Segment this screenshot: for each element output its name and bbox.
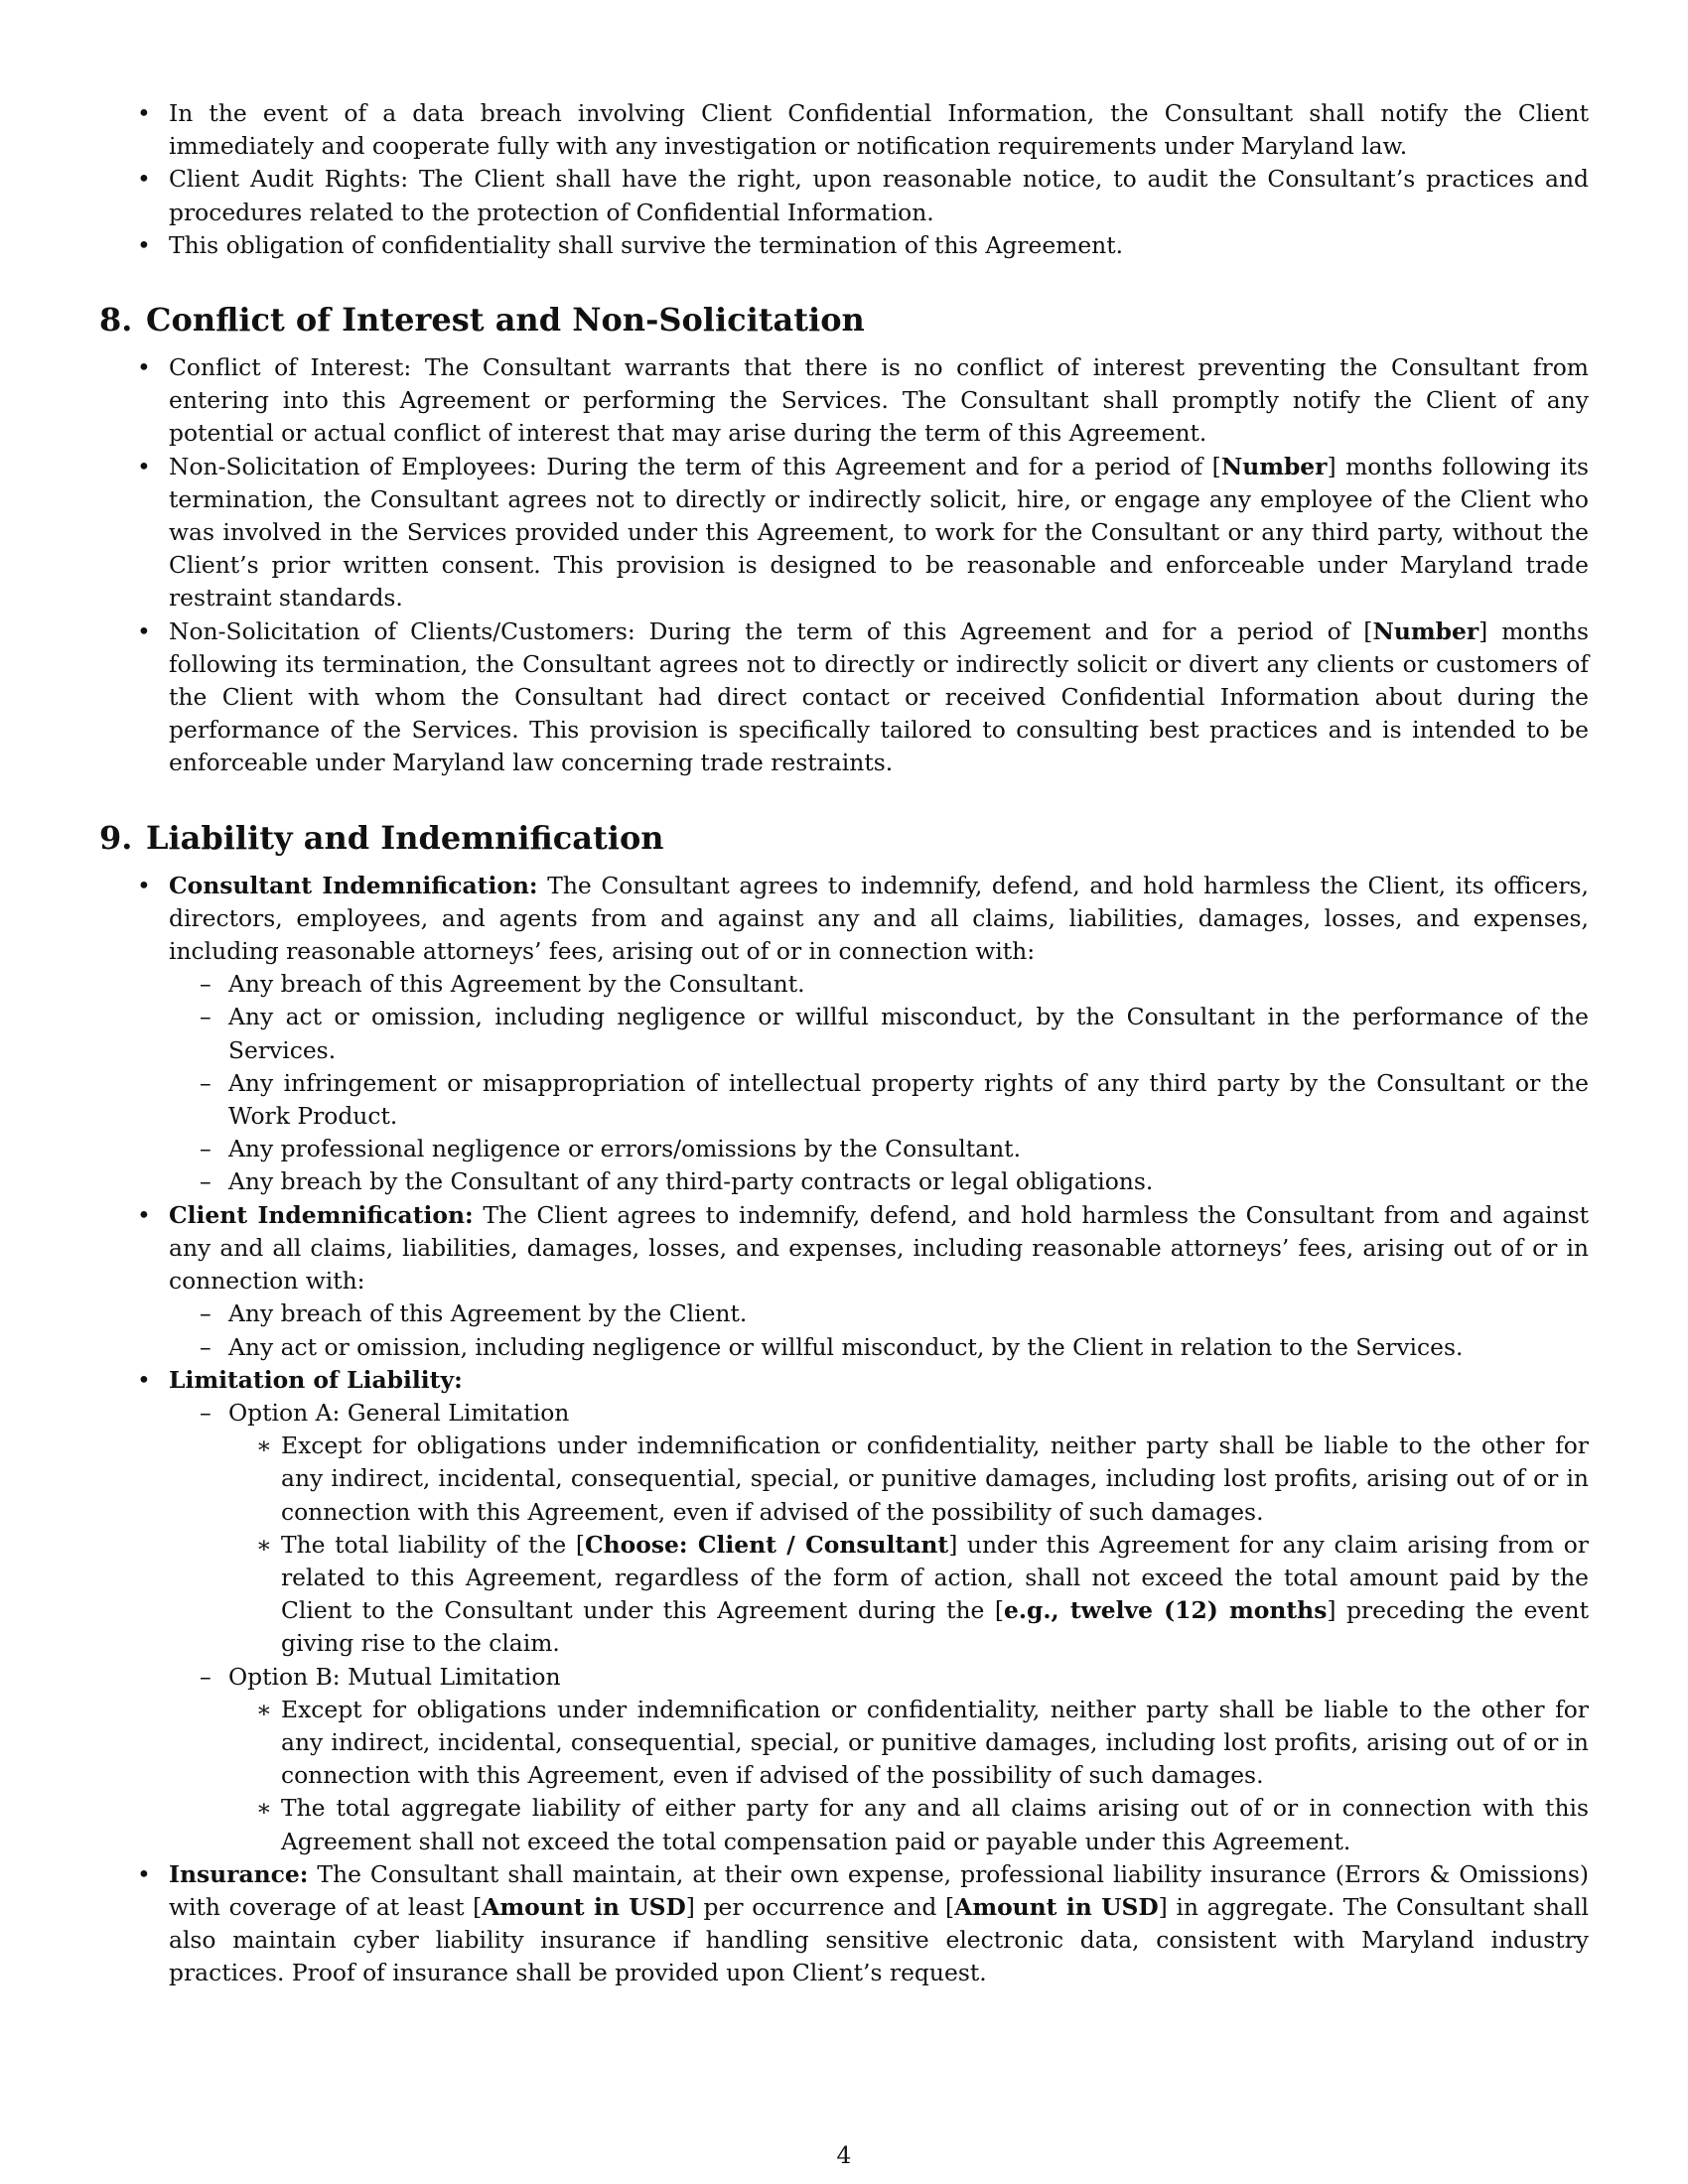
placeholder-field: Number <box>1372 616 1479 645</box>
sub-sub-list <box>228 1430 1589 1660</box>
text: Non-Solicitation of Employees: During the term of this Agreement and for a period of [ <box>169 452 1221 480</box>
text: The total liability of the [ <box>281 1530 586 1559</box>
sub-list-item: – Any infringement or misappropriation of intellectual property rights of any third party by the Consultant or the Work Product. <box>169 1067 1589 1133</box>
placeholder-field: Amount in USD <box>954 1892 1159 1921</box>
text: The Client agrees to indemnify, defend, and hold harmless the Consultant from and against any and all claims, liabilities, damages, losses, and expenses, including reasonable attorneys’ fees, arising out of or in connection with: <box>169 1200 1589 1296</box>
section-title: Conflict of Interest and Non-Solicitation <box>146 301 865 340</box>
list-item: • This obligation of confidentiality shall survive the termination of this Agreement. <box>99 229 1589 262</box>
text: ] per occurrence and [ <box>685 1892 955 1921</box>
sub-list-item: – Any professional negligence or errors/omissions by the Consultant. <box>169 1133 1589 1165</box>
sub-list-item <box>169 1397 1589 1661</box>
sub-list-item: – Any act or omission, including negligence or willful misconduct, by the Consultant in the performance of the Services. <box>169 1001 1589 1066</box>
sub-list <box>169 1397 1589 1858</box>
list-item: • Conflict of Interest: The Consultant warrants that there is no conflict of interest preventing the Consultant from entering into this Agreement or performing the Services. The Consultant shall promptly notify the Client of any potential or actual conflict of interest that may arise during the term of this Agreement. <box>99 351 1589 451</box>
item-label: Consultant Indemnification: <box>169 871 538 899</box>
text: ] in aggregate. The Consultant shall also maintain cyber liability insurance if handling sensitive electronic data, consistent with Maryland industry practices. Proof of insurance shall be provided upon Client’s request. <box>169 1892 1589 1987</box>
list-item <box>99 615 1589 780</box>
text: ] months following its termination, the Consultant agrees not to directly or indirectly solicit, hire, or engage any employee of the Client who was involved in the Services provided under this Agreement, to work for the Consultant or any third party, without the Client’s prior written consent. This provision is designed to be reasonable and enforceable under Maryland trade restraint standards. <box>169 452 1590 613</box>
document-page <box>99 97 1589 1990</box>
sub-sub-list-item: ∗ Except for obligations under indemnification or confidentiality, neither party shall be liable to the other for any indirect, incidental, consequential, special, or punitive damages, including lost profits, arising out of or in connection with this Agreement, even if advised of the possibility of such damages. <box>228 1694 1589 1793</box>
placeholder-field: Number <box>1220 452 1328 480</box>
section-number: 9. <box>99 818 133 857</box>
sub-sub-list-item <box>228 1529 1589 1661</box>
section-title: Liability and Indemnification <box>146 818 664 857</box>
sub-list-item: – Any breach by the Consultant of any third-party contracts or legal obligations. <box>169 1165 1589 1198</box>
page-number: 4 <box>836 2141 852 2169</box>
sub-sub-list-item: ∗ The total aggregate liability of either party for any and all claims arising out of or in connection with this Agreement shall not exceed the total compensation paid or payable under this Agreement. <box>228 1792 1589 1857</box>
section-8-list <box>99 351 1589 780</box>
list-item <box>99 1364 1589 1858</box>
sub-sub-list-item: ∗ Except for obligations under indemnification or confidentiality, neither party shall be liable to the other for any indirect, incidental, consequential, special, or punitive damages, including lost profits, arising out of or in connection with this Agreement, even if advised of the possibility of such damages. <box>228 1430 1589 1529</box>
item-label: Client Indemnification: <box>169 1200 474 1229</box>
section-9-list <box>99 870 1589 1990</box>
section-number: 8. <box>99 301 133 340</box>
list-item: • Client Audit Rights: The Client shall have the right, upon reasonable notice, to audit the Consultant’s practices and procedures related to the protection of Confidential Information. <box>99 163 1589 228</box>
sub-list-item: – Any breach of this Agreement by the Consultant. <box>169 968 1589 1001</box>
option-title: Option B: Mutual Limitation <box>228 1662 561 1691</box>
confidentiality-continued-list <box>99 97 1589 262</box>
item-label: Limitation of Liability: <box>169 1365 463 1394</box>
list-item <box>99 870 1589 1199</box>
list-item <box>99 451 1589 615</box>
sub-sub-list <box>228 1694 1589 1858</box>
list-item <box>99 1858 1589 1990</box>
sub-list <box>169 1297 1589 1363</box>
sub-list-item: – Any breach of this Agreement by the Client. <box>169 1297 1589 1330</box>
option-title: Option A: General Limitation <box>228 1398 570 1427</box>
list-item <box>99 1199 1589 1364</box>
sub-list-item <box>169 1661 1589 1858</box>
placeholder-field: Amount in USD <box>482 1892 686 1921</box>
text: ] under this Agreement for any claim arising from or related to this Agreement, regardless of the form of action, shall not exceed the total amount paid by the Client to the Consultant under this Agreement during the [ <box>281 1530 1589 1625</box>
section-heading <box>99 300 1589 340</box>
section-heading <box>99 818 1589 858</box>
list-item: • In the event of a data breach involving Client Confidential Information, the Consultant shall notify the Client immediately and cooperate fully with any investigation or notification requirements under Maryland law. <box>99 97 1589 163</box>
text: ] preceding the event giving rise to the claim. <box>281 1596 1589 1658</box>
text: The Consultant shall maintain, at their own expense, professional liability insurance (Errors & Omissions) with coverage of at least [ <box>169 1859 1589 1921</box>
item-label: Insurance: <box>169 1859 309 1888</box>
text: ] months following its termination, the Consultant agrees not to directly or indirectly solicit or divert any clients or customers of the Client with whom the Consultant had direct contact or received Confidential Information about during the performance of the Services. This provision is specifically tailored to consulting best practices and is intended to be enforceable under Maryland law concerning trade restraints. <box>169 616 1590 777</box>
placeholder-field: e.g., twelve (12) months <box>1003 1596 1328 1625</box>
sub-list-item: – Any act or omission, including negligence or willful misconduct, by the Client in relation to the Services. <box>169 1331 1589 1364</box>
text: The Consultant agrees to indemnify, defend, and hold harmless the Client, its officers, directors, employees, and agents from and against any and all claims, liabilities, damages, losses, and expenses, including reasonable attorneys’ fees, arising out of or in connection with: <box>169 871 1589 966</box>
placeholder-field: Choose: Client / Consultant <box>585 1530 949 1559</box>
sub-list <box>169 968 1589 1198</box>
text: Non-Solicitation of Clients/Customers: During the term of this Agreement and for a period of [ <box>169 616 1373 645</box>
